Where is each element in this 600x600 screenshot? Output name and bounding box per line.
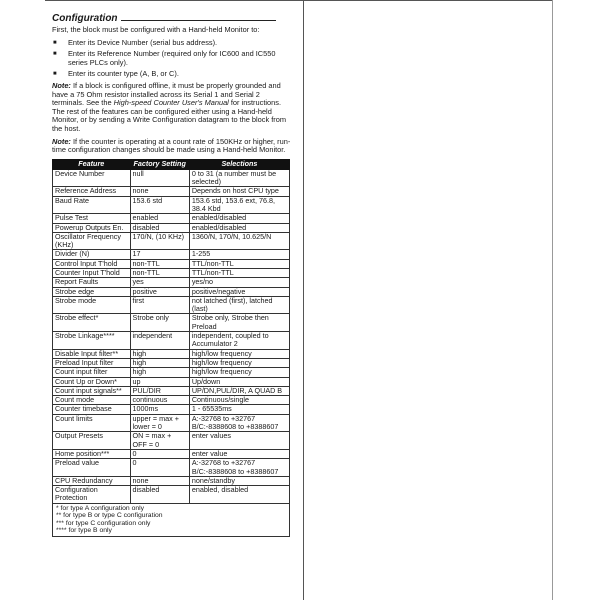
factory-setting-cell: non-TTL xyxy=(130,268,189,277)
list-item xyxy=(52,39,292,48)
feature-cell: Strobe mode xyxy=(53,296,131,314)
selections-cell: 0 to 31 (a number must be selected) xyxy=(189,169,289,187)
section-heading xyxy=(52,12,292,25)
feature-cell: Strobe Linkage**** xyxy=(53,332,131,350)
table-row xyxy=(53,187,290,196)
note-text: If a block is configured offline, it must be properly grounded and have a 75 Ohm resistor installed across its Serial 1 and Serial 2 terminals. See the xyxy=(52,80,281,108)
factory-setting-cell: 0 xyxy=(130,449,189,458)
factory-setting-cell: 1000ms xyxy=(130,405,189,414)
table-row xyxy=(53,432,290,450)
table-row xyxy=(53,459,290,477)
factory-setting-cell: PUL/DIR xyxy=(130,386,189,395)
table-row xyxy=(53,232,290,250)
selections-cell: 1 - 65535ms xyxy=(189,405,289,414)
factory-setting-cell: upper = max + lower = 0 xyxy=(130,414,189,432)
table-body xyxy=(53,169,290,536)
factory-setting-cell: continuous xyxy=(130,396,189,405)
table-row xyxy=(53,332,290,350)
factory-setting-cell: first xyxy=(130,296,189,314)
selections-cell: enter value xyxy=(189,449,289,458)
bullet-text: Enter its Device Number (serial bus address). xyxy=(68,37,218,47)
page-top-rule xyxy=(45,0,553,1)
table-row xyxy=(53,278,290,287)
selections-cell: TTL/non-TTL xyxy=(189,268,289,277)
table-row xyxy=(53,250,290,259)
footnotes-row xyxy=(53,503,290,536)
factory-setting-cell: 170/N, (10 KHz) xyxy=(130,232,189,250)
factory-setting-cell: yes xyxy=(130,278,189,287)
table-row xyxy=(53,377,290,386)
selections-cell: high/low frequency xyxy=(189,368,289,377)
selections-cell: positive/negative xyxy=(189,287,289,296)
footnote: ** for type B or type C configuration xyxy=(56,512,163,520)
feature-cell: Count input filter xyxy=(53,368,131,377)
factory-setting-cell: high xyxy=(130,358,189,367)
feature-cell: Oscillator Frequency (KHz) xyxy=(53,232,131,250)
selections-cell: high/low frequency xyxy=(189,349,289,358)
footnote: * for type A configuration only xyxy=(56,504,145,512)
selections-cell: high/low frequency xyxy=(189,358,289,367)
manual-title: High-speed Counter User's Manual xyxy=(113,98,229,108)
feature-cell: Strobe effect* xyxy=(53,314,131,332)
feature-cell: Report Faults xyxy=(53,278,131,287)
factory-setting-cell: Strobe only xyxy=(130,314,189,332)
table-row xyxy=(53,486,290,504)
footnotes-cell xyxy=(53,503,290,536)
selections-cell: Up/down xyxy=(189,377,289,386)
header-selections: Selections xyxy=(189,159,289,169)
header-factory-setting: Factory Setting xyxy=(130,159,189,169)
bullet-icon: ■ xyxy=(53,51,57,58)
table-row xyxy=(53,414,290,432)
selections-cell: Depends on host CPU type xyxy=(189,187,289,196)
selections-cell: 1-255 xyxy=(189,250,289,259)
note-text: for instructions. The rest of the features can be configured either using a Hand-held Monitor, or by sending a Write Configuration datagram to the block from the host. xyxy=(52,98,287,133)
selections-cell: enabled/disabled xyxy=(189,214,289,223)
feature-cell: Control Input T'hold xyxy=(53,259,131,268)
feature-cell: Home position*** xyxy=(53,449,131,458)
table-row xyxy=(53,368,290,377)
selections-cell: yes/no xyxy=(189,278,289,287)
factory-setting-cell: null xyxy=(130,169,189,187)
selections-cell: UP/DN,PUL/DIR, A QUAD B xyxy=(189,386,289,395)
selections-cell: TTL/non-TTL xyxy=(189,259,289,268)
feature-cell: Count limits xyxy=(53,414,131,432)
bullet-list xyxy=(52,39,292,79)
selections-cell: enter values xyxy=(189,432,289,450)
feature-cell: Count Up or Down* xyxy=(53,377,131,386)
selections-cell: enabled, disabled xyxy=(189,486,289,504)
factory-setting-cell: disabled xyxy=(130,486,189,504)
feature-cell: Reference Address xyxy=(53,187,131,196)
selections-cell: A:-32768 to +32767 B/C:-8388608 to +8388607 xyxy=(189,459,289,477)
selections-cell: 153.6 std, 153.6 ext, 76.8, 38.4 Kbd xyxy=(189,196,289,214)
table-row xyxy=(53,296,290,314)
feature-cell: Pulse Test xyxy=(53,214,131,223)
table-row xyxy=(53,169,290,187)
feature-cell: Count mode xyxy=(53,396,131,405)
feature-cell: Counter Input T'hold xyxy=(53,268,131,277)
factory-setting-cell: positive xyxy=(130,287,189,296)
feature-cell: Disable Input filter** xyxy=(53,349,131,358)
footnote: **** for type B only xyxy=(56,527,112,535)
feature-cell: Baud Rate xyxy=(53,196,131,214)
intro-text: First, the block must be configured with a Hand-held Monitor to: xyxy=(52,25,260,34)
selections-cell: Strobe only, Strobe then Preload xyxy=(189,314,289,332)
note-label: Note: xyxy=(52,136,71,146)
feature-cell: Preload Input filter xyxy=(53,358,131,367)
selections-cell: not latched (first), latched (last) xyxy=(189,296,289,314)
factory-setting-cell: high xyxy=(130,368,189,377)
factory-setting-cell: high xyxy=(130,349,189,358)
list-item xyxy=(52,50,292,67)
feature-cell: Output Presets xyxy=(53,432,131,450)
feature-cell: Device Number xyxy=(53,169,131,187)
selections-cell: enabled/disabled xyxy=(189,223,289,232)
table-row xyxy=(53,314,290,332)
table-header-row xyxy=(53,159,290,169)
factory-setting-cell: none xyxy=(130,476,189,485)
factory-setting-cell: disabled xyxy=(130,223,189,232)
feature-cell: Powerup Outputs En. xyxy=(53,223,131,232)
feature-cell: CPU Redundancy xyxy=(53,476,131,485)
selections-cell: Continuous/single xyxy=(189,396,289,405)
factory-setting-cell: up xyxy=(130,377,189,386)
bullet-text: Enter its Reference Number (required only for IC600 and IC550 series PLCs only). xyxy=(68,49,276,67)
configuration-table xyxy=(52,159,290,537)
table-row xyxy=(53,405,290,414)
page-right-edge xyxy=(552,0,553,600)
feature-cell: Strobe edge xyxy=(53,287,131,296)
feature-cell: Divider (N) xyxy=(53,250,131,259)
factory-setting-cell: 17 xyxy=(130,250,189,259)
note-text: If the counter is operating at a count rate of 150KHz or higher, run-time configuration changes should be made using a Hand-held Monitor. xyxy=(52,136,291,155)
footnote: *** for type C configuration only xyxy=(56,519,151,527)
factory-setting-cell: enabled xyxy=(130,214,189,223)
table-row xyxy=(53,287,290,296)
feature-cell: Preload value xyxy=(53,459,131,477)
selections-cell: A:-32768 to +32767 B/C:-8388608 to +8388607 xyxy=(189,414,289,432)
selections-cell: 1360/N, 170/N, 10.625/N xyxy=(189,232,289,250)
table-row xyxy=(53,214,290,223)
table-row xyxy=(53,196,290,214)
heading-rule xyxy=(121,12,276,21)
factory-setting-cell: 153.6 std xyxy=(130,196,189,214)
note-label: Note: xyxy=(52,80,71,90)
table-row xyxy=(53,223,290,232)
selections-cell: independent, coupled to Accumulator 2 xyxy=(189,332,289,350)
bullet-icon: ■ xyxy=(53,39,57,46)
feature-cell: Configuration Protection xyxy=(53,486,131,504)
factory-setting-cell: non-TTL xyxy=(130,259,189,268)
list-item xyxy=(52,70,292,79)
bullet-icon: ■ xyxy=(53,71,57,78)
column-divider xyxy=(303,0,304,600)
heading-text: Configuration xyxy=(52,13,118,24)
factory-setting-cell: independent xyxy=(130,332,189,350)
factory-setting-cell: none xyxy=(130,187,189,196)
bullet-text: Enter its counter type (A, B, or C). xyxy=(68,69,179,79)
left-column xyxy=(52,12,292,537)
factory-setting-cell: 0 xyxy=(130,459,189,477)
factory-setting-cell: ON = max + OFF = 0 xyxy=(130,432,189,450)
feature-cell: Count input signals** xyxy=(53,386,131,395)
note-count-rate xyxy=(52,138,292,155)
note-offline xyxy=(52,82,292,134)
feature-cell: Counter timebase xyxy=(53,405,131,414)
selections-cell: none/standby xyxy=(189,476,289,485)
header-feature: Feature xyxy=(53,159,131,169)
